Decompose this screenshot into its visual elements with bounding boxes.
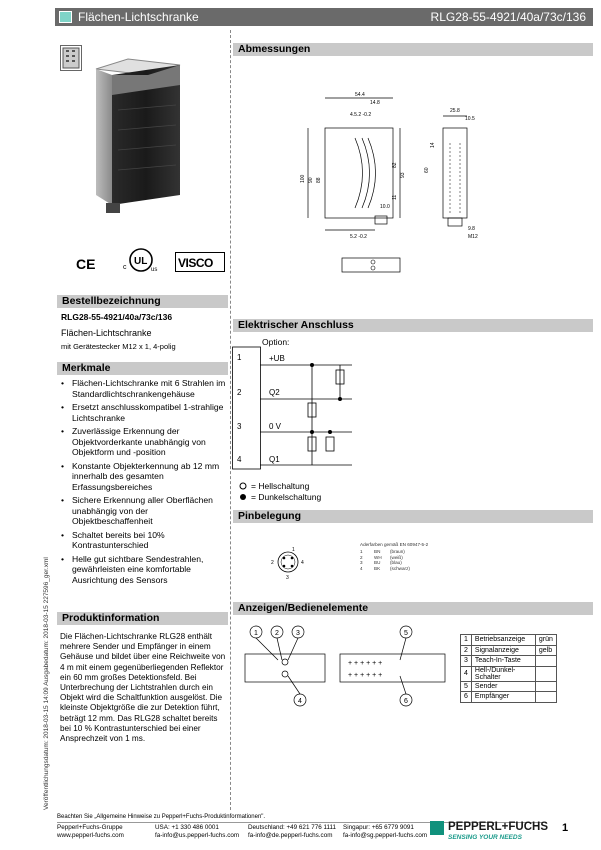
feature-item: • Konstante Objekterkennung ab 12 mm innerhalb des gesamten Erfassungsbereiches — [60, 461, 230, 493]
footer-sg-email[interactable]: fa-info@sg.pepperl-fuchs.com — [343, 832, 428, 839]
header-square-icon — [59, 11, 72, 23]
svg-text:UL: UL — [134, 256, 148, 267]
brand-mark-icon — [430, 821, 444, 835]
footer-singapore — [343, 824, 427, 840]
feature-item: • Flächen-Lichtschranke mit 6 Strahlen im Standardlichtschrankengehäuse — [60, 378, 230, 399]
section-product-info: Produktinformation — [57, 612, 228, 625]
feature-list — [60, 378, 230, 588]
publication-info: Veröffentlichungsdatum: 2018-03-15 14:09 Ausgabedatum: 2018-03-15 227596_ger.xml — [43, 557, 50, 810]
footer-note: Beachten Sie „Allgemeine Hinweise zu Pepperl+Fuchs-Produktinformationen". — [57, 814, 266, 820]
table-row: 3 BU (blau) — [360, 560, 402, 566]
svg-text:1: 1 — [254, 630, 258, 637]
footer-de-phone: Deutschland: +49 621 776 1111 — [248, 824, 337, 831]
svg-text:CE: CE — [76, 256, 96, 272]
brand-logo — [430, 818, 548, 844]
footer-group — [57, 824, 124, 840]
svg-text:us: us — [151, 267, 158, 273]
controls-drawing — [240, 622, 455, 712]
footer-usa — [155, 824, 239, 840]
feature-item: • Ersetzt anschlusskompatibel 1-strahlige Lichtschranke — [60, 402, 230, 423]
feature-item: • Schaltet bereits bei 10% Kontrastunterschied — [60, 530, 230, 551]
front-view-drawing — [340, 255, 404, 275]
footer-website-link[interactable]: www.pepperl-fuchs.com — [57, 832, 124, 839]
brand-name: PEPPERL+FUCHS — [448, 821, 549, 833]
table-row: 2 Signalanzeige gelb — [461, 645, 557, 656]
table-row: 3 Teach-In-Taste — [461, 656, 557, 667]
wire-color-table — [360, 542, 428, 571]
svg-text:Q2: Q2 — [269, 388, 280, 397]
ce-mark-icon — [75, 255, 99, 273]
svg-text:10.5: 10.5 — [465, 116, 475, 122]
svg-text:VISCO: VISCO — [178, 256, 213, 270]
table-row: 4 Hell-/Dunkel-Schalter — [461, 666, 557, 681]
feature-item: • Sichere Erkennung aller Oberflächen unabhängig von der Objektbeschaffenheit — [60, 495, 230, 527]
svg-text:82: 82 — [392, 162, 398, 168]
connector-pinout-drawing — [268, 546, 308, 582]
table-row: 4 BK (schwarz) — [360, 565, 410, 571]
order-connector: mit Gerätestecker M12 x 1, 4-polig — [61, 342, 176, 351]
svg-text:54.4: 54.4 — [355, 92, 365, 98]
svg-text:14: 14 — [430, 142, 436, 148]
order-code: RLG28-55-4921/40a/73c/136 — [61, 312, 173, 322]
wire-color-title: Aderfarben gemäß EN 60947-5-2 — [360, 542, 429, 547]
page-number: 1 — [562, 822, 569, 834]
legend-dark: = Dunkelschaltung — [251, 492, 322, 502]
svg-text:4: 4 — [237, 455, 242, 464]
svg-text:5.2 -0.2: 5.2 -0.2 — [350, 234, 367, 240]
svg-text:60: 60 — [424, 167, 430, 173]
svg-text:3: 3 — [296, 630, 300, 637]
header-bar — [55, 8, 593, 26]
svg-text:3: 3 — [286, 575, 289, 581]
footer-usa-email[interactable]: fa-info@us.pepperl-fuchs.com — [155, 832, 240, 839]
order-product-name: Flächen-Lichtschranke — [61, 328, 152, 338]
product-photo — [88, 55, 200, 215]
svg-text:93: 93 — [400, 172, 406, 178]
legend-markers — [238, 482, 248, 502]
product-info-text: Die Flächen-Lichtschranke RLG28 enthält mehrere Sender und Empfänger in einem Gehäuse und bildet über eine Reichweite von 4 m mit einem gegenüberliegenden Reflektor ein 60 mm großes Detektionsfeld. Bei Unterbrechung der Lichtstrahlen durch ein Objekt wird die Schaltfunktion ausgelöst. Die kleinste Objektgröße die zur Detektion führt, beträgt 12 mm. Das RLG28 schaltet bereits bei 10 % Kontrastunterschied bei einer Ansprechzeit von 1 ms. — [60, 632, 226, 744]
footer-germany — [248, 824, 336, 840]
document-title: Flächen-Lichtschranke — [78, 10, 199, 24]
svg-text:Q1: Q1 — [269, 455, 280, 464]
svg-text:4.5.2 -0.2: 4.5.2 -0.2 — [350, 112, 372, 118]
sensor-thumbnail-icon — [60, 45, 82, 71]
footer-usa-phone: USA: +1 330 486 0001 — [155, 824, 219, 831]
svg-text:c: c — [123, 264, 127, 271]
svg-text:+ + + + + +: + + + + + + — [348, 660, 383, 667]
svg-text:6: 6 — [404, 698, 408, 705]
section-controls: Anzeigen/Bedienelemente — [233, 602, 593, 615]
svg-text:2: 2 — [237, 388, 242, 397]
section-order-designation: Bestellbezeichnung — [57, 295, 228, 308]
controls-legend-table — [460, 634, 557, 703]
table-row: 2 WH (weiß) — [360, 554, 403, 560]
svg-text:1: 1 — [237, 353, 242, 362]
feature-item: • Zuverlässige Erkennung der Objektvorderkante unabhängig von Objektform und -position — [60, 426, 230, 458]
svg-text:0 V: 0 V — [269, 422, 282, 431]
svg-text:+ + + + + +: + + + + + + — [348, 672, 383, 679]
table-row: 6 Empfänger — [461, 692, 557, 703]
footer-sg-phone: Singapur: +65 6779 9091 — [343, 824, 414, 831]
svg-text:11: 11 — [392, 194, 398, 200]
section-features: Merkmale — [57, 362, 228, 375]
footer-de-email[interactable]: fa-info@de.pepperl-fuchs.com — [248, 832, 333, 839]
ul-mark-icon — [122, 247, 156, 273]
table-row: 1 Betriebsanzeige grün — [461, 635, 557, 646]
svg-text:2: 2 — [271, 560, 274, 566]
svg-text:90: 90 — [308, 177, 314, 183]
svg-text:9.8: 9.8 — [468, 226, 475, 232]
svg-text:4: 4 — [298, 698, 302, 705]
svg-text:5: 5 — [404, 630, 408, 637]
visco-mark-icon — [175, 252, 225, 272]
legend-light: = Hellschaltung — [251, 481, 310, 491]
dimension-drawing — [300, 88, 500, 248]
svg-text:25.8: 25.8 — [450, 108, 460, 114]
wiring-diagram — [232, 345, 362, 470]
table-row: 1 BN (braun) — [360, 549, 405, 555]
model-number: RLG28-55-4921/40a/73c/136 — [430, 10, 586, 24]
footer-group-name: Pepperl+Fuchs-Gruppe — [57, 824, 123, 831]
section-electrical: Elektrischer Anschluss — [233, 319, 593, 332]
svg-text:1: 1 — [292, 547, 295, 553]
svg-text:10.0: 10.0 — [380, 204, 390, 210]
svg-text:88: 88 — [316, 177, 322, 183]
svg-text:+UB: +UB — [269, 354, 285, 363]
brand-slogan: SENSING YOUR NEEDS — [448, 834, 522, 841]
section-dimensions: Abmessungen — [233, 43, 593, 56]
section-pinout: Pinbelegung — [233, 510, 593, 523]
svg-text:2: 2 — [275, 630, 279, 637]
feature-item: • Helle gut sichtbare Sendestrahlen, gewährleisten eine komfortable Ausrichtung des Sensors — [60, 554, 230, 586]
svg-text:14.8: 14.8 — [370, 100, 380, 106]
table-row: 5 Sender — [461, 681, 557, 692]
svg-text:4: 4 — [301, 560, 304, 566]
column-divider — [230, 30, 231, 810]
svg-text:100: 100 — [300, 174, 306, 183]
svg-text:M12: M12 — [468, 234, 478, 240]
svg-text:3: 3 — [237, 422, 242, 431]
wiring-option-label: Option: — [262, 337, 290, 347]
